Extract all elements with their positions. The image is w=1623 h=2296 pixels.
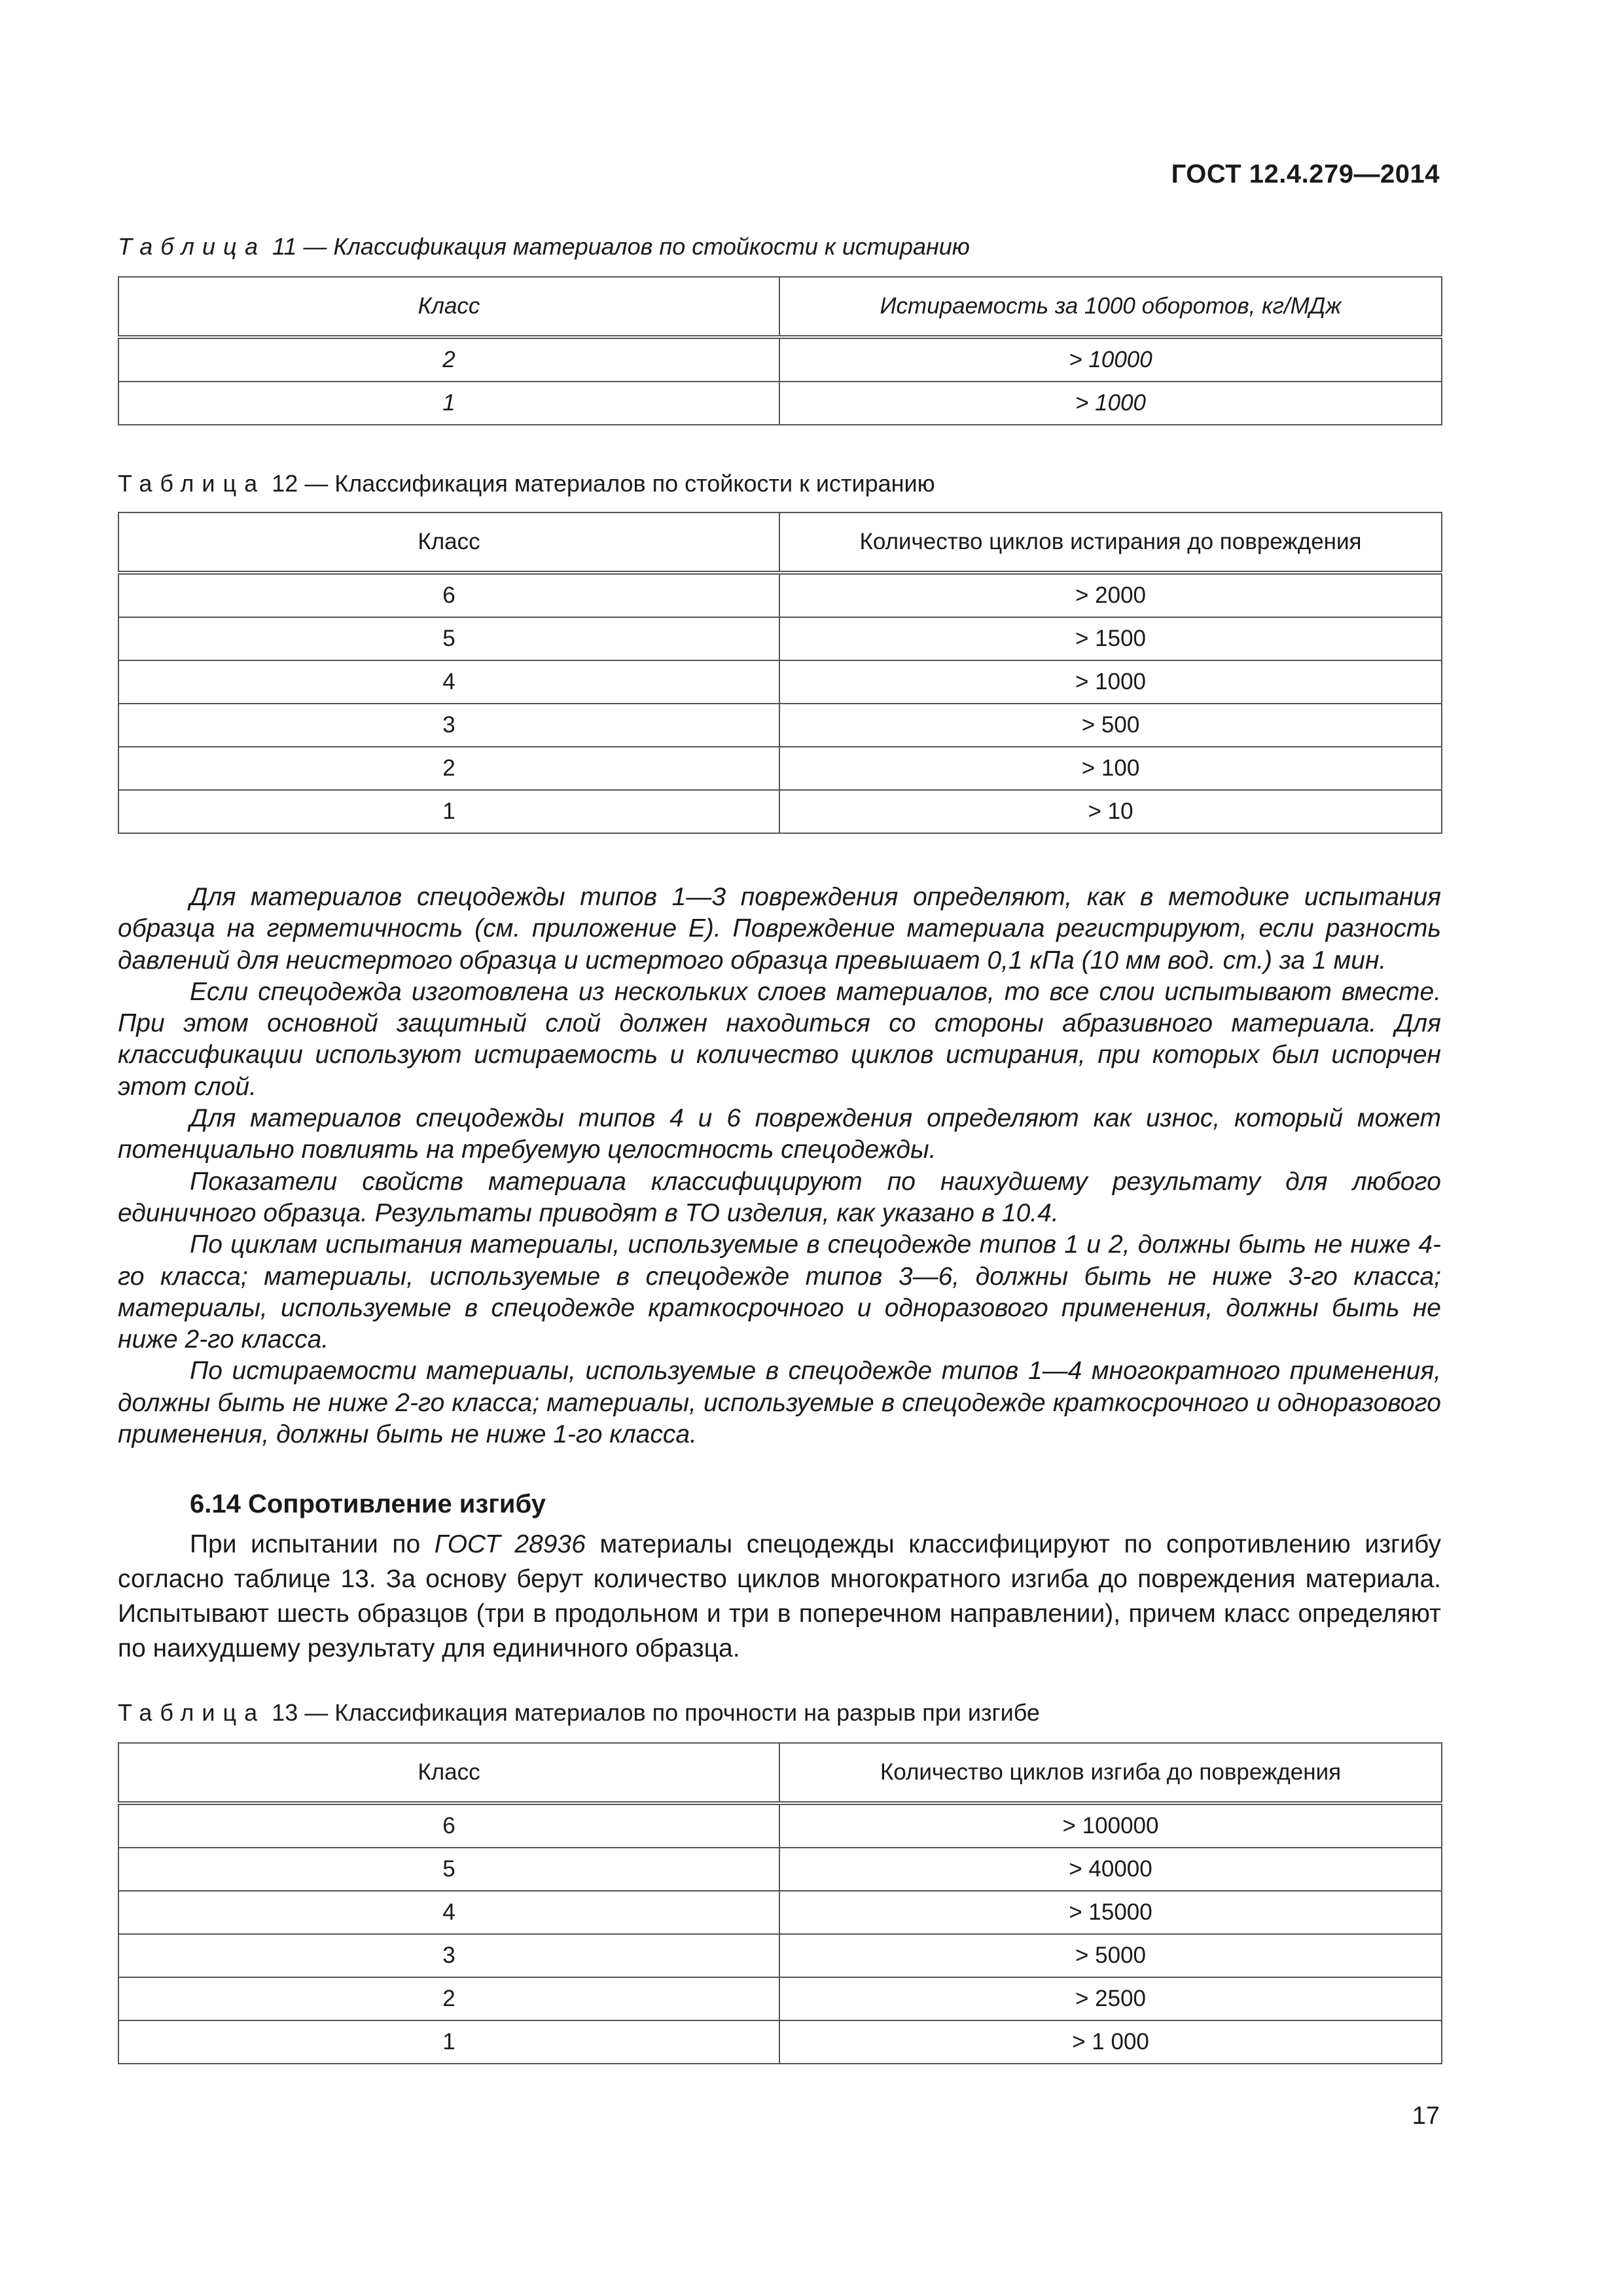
column-header: Количество циклов истирания до повреждения	[779, 512, 1442, 573]
table-cell: 2	[118, 747, 779, 790]
paragraph	[118, 1527, 1441, 1666]
paragraph: Если спецодежда изготовлена из нескольких слоев материалов, то все слои испытывают вместе. При этом основной защитный слой должен находиться со стороны абразивного материала. Для классификации используют истираемость и количество циклов истирания, при которых был испорчен этот слой.	[118, 977, 1441, 1101]
paragraph: Для материалов спецодежды типов 4 и 6 повреждения определяют как износ, который может потенциально повлиять на требуемую целостность спецодежды.	[118, 1104, 1441, 1164]
table-cell: 1	[118, 2020, 779, 2064]
table-12-caption	[118, 470, 935, 497]
table-cell: > 40000	[779, 1848, 1442, 1891]
table-row	[118, 1848, 1442, 1891]
standard-reference: ГОСТ 28936	[434, 1530, 586, 1558]
table-caption-text: 12 — Классификация материалов по стойкости к истиранию	[272, 470, 935, 497]
table-row	[118, 1803, 1442, 1848]
table-row	[118, 1891, 1442, 1934]
table-row	[118, 790, 1442, 833]
table-row	[118, 382, 1442, 425]
table-cell: > 15000	[779, 1891, 1442, 1934]
table-cell: > 1000	[779, 382, 1442, 425]
table-cell: 6	[118, 573, 779, 617]
table-row	[118, 1934, 1442, 1977]
column-header: Истираемость за 1000 оборотов, кг/МДж	[779, 277, 1442, 337]
table-row	[118, 704, 1442, 747]
table-caption-label: Таблица	[118, 233, 266, 260]
table-cell: 2	[118, 1977, 779, 2020]
table-cell: 6	[118, 1803, 779, 1848]
table-cell: 3	[118, 1934, 779, 1977]
column-header: Класс	[118, 1743, 779, 1803]
table-cell: > 100000	[779, 1803, 1442, 1848]
table-13	[118, 1742, 1442, 2064]
document-code: ГОСТ 12.4.279—2014	[1171, 160, 1440, 188]
page-number: 17	[1412, 2102, 1440, 2130]
table-caption-text: 13 — Классификация материалов по прочности на разрыв при изгибе	[272, 1699, 1040, 1726]
table-11-caption	[118, 233, 970, 260]
table-cell: > 2000	[779, 573, 1442, 617]
table-cell: > 10000	[779, 337, 1442, 382]
table-cell: > 1500	[779, 617, 1442, 660]
table-row	[118, 2020, 1442, 2064]
body-text: При испытании по	[190, 1530, 435, 1558]
table-row	[118, 660, 1442, 704]
paragraph: Показатели свойств материала классифицируют по наихудшему результату для любого единичного образца. Результаты приводят в ТО изделия, как указано в 10.4.	[118, 1167, 1441, 1227]
table-caption-label: Таблица	[118, 470, 266, 497]
column-header: Класс	[118, 277, 779, 337]
table-cell: 2	[118, 337, 779, 382]
table-cell: 5	[118, 1848, 779, 1891]
table-row	[118, 747, 1442, 790]
table-cell: 4	[118, 660, 779, 704]
table-cell: 4	[118, 1891, 779, 1934]
table-cell: 5	[118, 617, 779, 660]
table-cell: > 1 000	[779, 2020, 1442, 2064]
section-body	[118, 1527, 1441, 1666]
table-13-caption	[118, 1699, 1040, 1727]
table-cell: > 10	[779, 790, 1442, 833]
body-text: материалы спецодежды классифицируют по сопротивлению изгибу согласно таблице 13. За основу берут количество циклов многократного изгиба до повреждения материала. Испытывают шесть образцов (три в продольном и три в поперечном направлении), причем класс определяют по наихудшему результату для единичного образца.	[118, 1530, 1441, 1662]
table-caption-label: Таблица	[118, 1699, 266, 1726]
table-11	[118, 276, 1442, 425]
table-row	[118, 573, 1442, 617]
paragraph: Для материалов спецодежды типов 1—3 повреждения определяют, как в методике испытания образца на герметичность (см. приложение Е). Повреждение материала регистрируют, если разность давлений для неистертого образца и истертого образца превышает 0,1 кПа (10 мм вод. ст.) за 1 мин.	[118, 883, 1441, 975]
column-header: Количество циклов изгиба до повреждения	[779, 1743, 1442, 1803]
table-caption-text: 11 — Классификация материалов по стойкости к истиранию	[272, 233, 970, 260]
table-12	[118, 512, 1442, 834]
table-cell: > 100	[779, 747, 1442, 790]
table-row	[118, 337, 1442, 382]
table-cell: > 5000	[779, 1934, 1442, 1977]
column-header: Класс	[118, 512, 779, 573]
table-row	[118, 617, 1442, 660]
table-row	[118, 1977, 1442, 2020]
table-cell: > 500	[779, 704, 1442, 747]
table-cell: 3	[118, 704, 779, 747]
table-cell: > 1000	[779, 660, 1442, 704]
paragraph: По истираемости материалы, используемые в спецодежде типов 1—4 многократного применения, должны быть не ниже 2-го класса; материалы, используемые в спецодежде краткосрочного и одноразового применения, должны быть не ниже 1-го класса.	[118, 1357, 1441, 1449]
section-title: 6.14 Сопротивление изгибу	[190, 1490, 546, 1518]
table-cell: 1	[118, 790, 779, 833]
notes-block	[118, 882, 1441, 1450]
paragraph: По циклам испытания материалы, используемые в спецодежде типов 1 и 2, должны быть не ниже 4-го класса; материалы, используемые в спецодежде типов 3—6, должны быть не ниже 3-го класса; материалы, используемые в спецодежде краткосрочного и одноразового применения, должны быть не ниже 2-го класса.	[118, 1230, 1441, 1354]
table-cell: 1	[118, 382, 779, 425]
table-cell: > 2500	[779, 1977, 1442, 2020]
